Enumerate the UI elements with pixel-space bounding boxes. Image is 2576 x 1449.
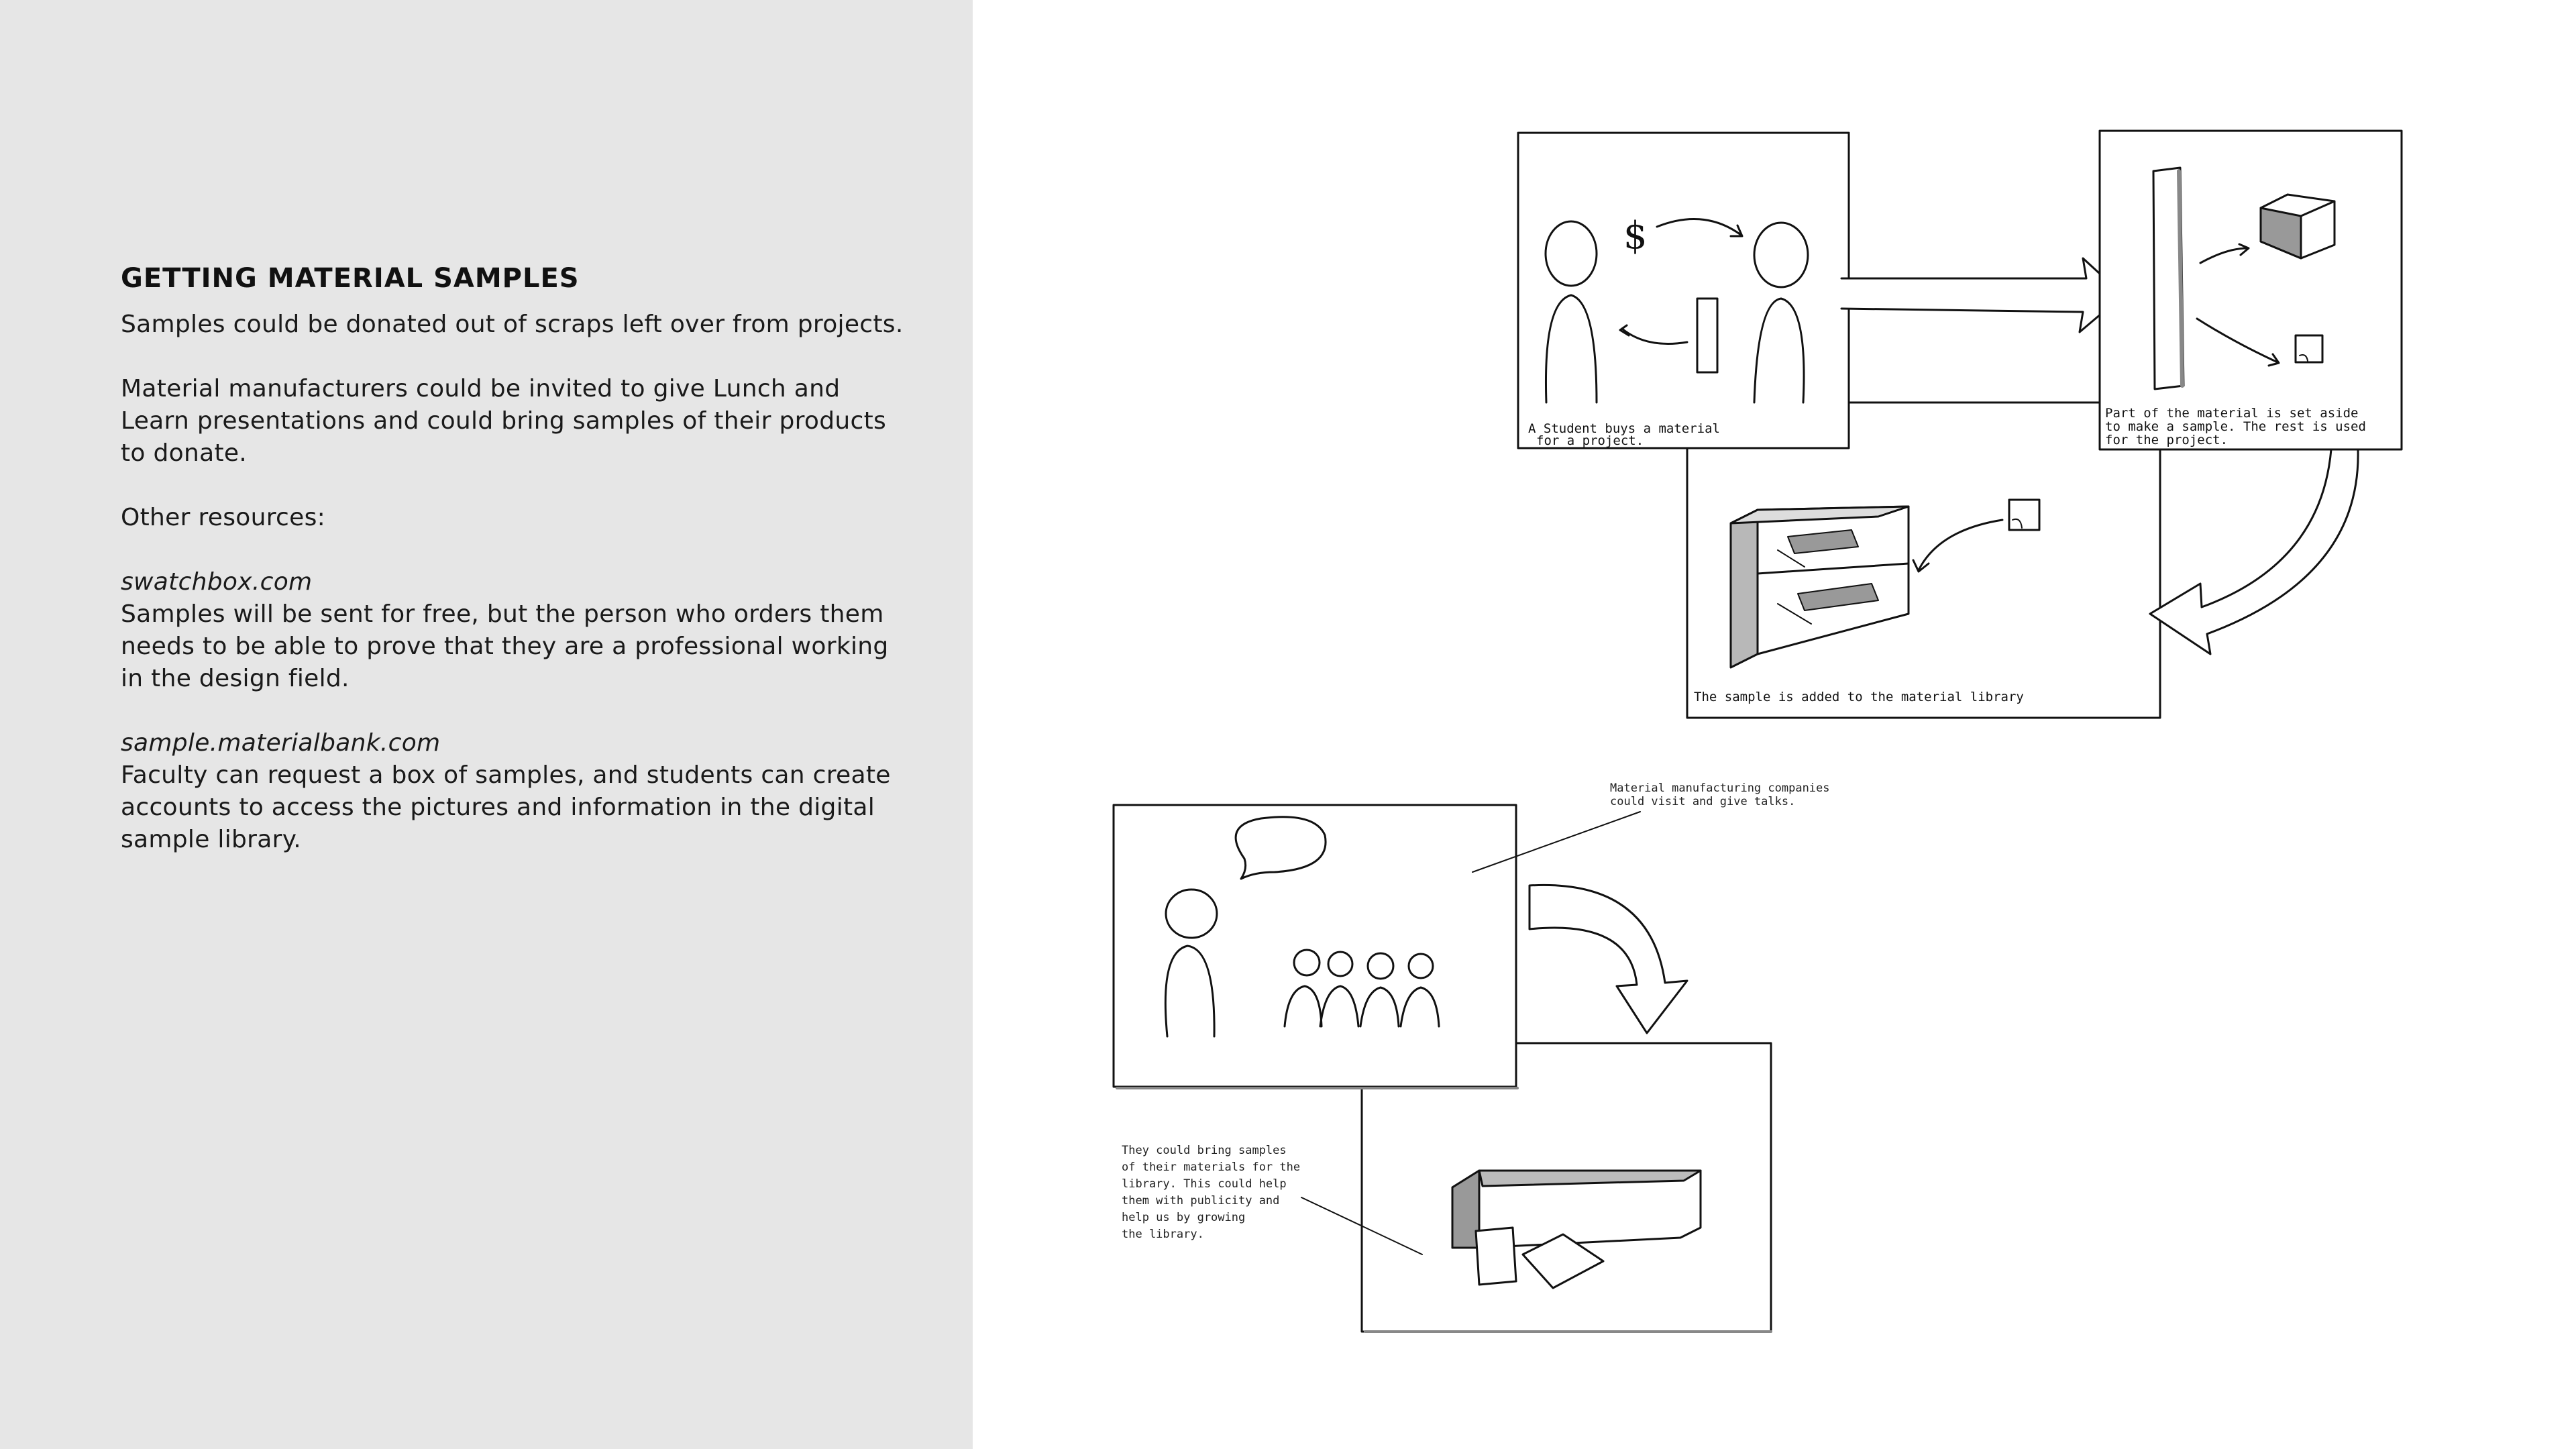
note-bottom-line: of their materials for the xyxy=(1122,1161,1301,1174)
panel-student-caption-1: A Student buys a material xyxy=(1528,421,1720,436)
manufacturers-paragraph xyxy=(121,373,953,470)
note-bottom-line: the library. xyxy=(1122,1228,1204,1241)
resource-materialbank xyxy=(121,727,953,856)
text-content xyxy=(121,263,953,856)
resource-line: Samples will be sent for free, but the person who orders them xyxy=(121,600,884,628)
note-top-line-1: Material manufacturing companies xyxy=(1610,782,1830,795)
note-bottom-line: them with publicity and xyxy=(1122,1194,1280,1208)
donated-paragraph: Samples could be donated out of scraps left over from projects. xyxy=(121,311,904,338)
panel-student-buys xyxy=(1518,133,1849,448)
resource-line: needs to be able to prove that they are a professional working xyxy=(121,633,889,660)
flow-arrow-curve-top xyxy=(2150,449,2358,654)
resource-line: Faculty can request a box of samples, and students can create xyxy=(121,761,891,789)
resource-line: sample library. xyxy=(121,826,301,853)
panel-library-caption: The sample is added to the material library xyxy=(1694,690,2024,704)
note-bottom-line: help us by growing xyxy=(1122,1211,1246,1224)
resource-site: sample.materialbank.com xyxy=(121,729,441,757)
other-resources-label: Other resources: xyxy=(121,504,326,531)
panel-library xyxy=(1687,402,2160,718)
manufacturers-line-1: Material manufacturers could be invited to give Lunch and xyxy=(121,375,841,402)
resource-site: swatchbox.com xyxy=(121,568,313,596)
text-panel xyxy=(0,0,973,1449)
note-bottom-line: They could bring samples xyxy=(1122,1144,1287,1157)
storyboard-sketch xyxy=(1073,101,2549,1375)
panel-sample-caption-1: Part of the material is set aside xyxy=(2105,406,2359,421)
note-bottom-line: library. This could help xyxy=(1122,1177,1287,1191)
panel-talk xyxy=(1114,782,1830,1332)
resource-line: accounts to access the pictures and information in the digital xyxy=(121,794,875,821)
flow-arrow-right xyxy=(1841,258,2123,332)
resource-swatchbox xyxy=(121,566,953,695)
manufacturers-line-3: to donate. xyxy=(121,439,248,467)
resource-line: in the design field. xyxy=(121,665,350,692)
dollar-sign: $ xyxy=(1623,214,1648,258)
panel-sample-caption-3: for the project. xyxy=(2105,433,2229,447)
page-title: GETTING MATERIAL SAMPLES xyxy=(121,263,580,294)
flow-arrow-curve-bottom xyxy=(1529,885,1687,1033)
panel-sample-aside xyxy=(2100,131,2402,449)
note-top-line-2: could visit and give talks. xyxy=(1610,795,1796,808)
panel-sample-caption-2: to make a sample. The rest is used xyxy=(2105,419,2366,434)
manufacturers-line-2: Learn presentations and could bring samples of their products xyxy=(121,407,887,435)
panel-student-caption-2: for a project. xyxy=(1536,433,1644,448)
